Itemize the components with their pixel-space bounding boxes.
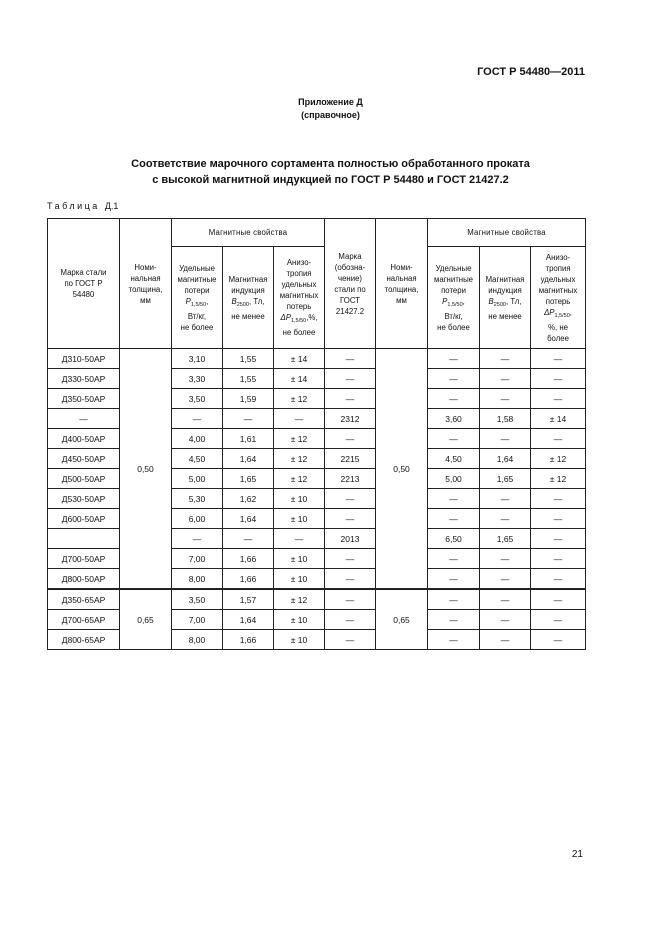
header-mark-gost-21427: Марка (обозна- чение) стали по ГОСТ 21427.2 bbox=[325, 219, 376, 349]
mark-cell: Д450-50АР bbox=[48, 449, 120, 469]
mark-cell: Д350-65АР bbox=[48, 589, 120, 610]
mark-21427-cell: — bbox=[325, 349, 376, 369]
anisotropy-cell-right: — bbox=[531, 369, 586, 389]
header-mark-gost-r-54480: Марка стали по ГОСТ Р 54480 bbox=[48, 219, 120, 349]
anisotropy-cell: ± 12 bbox=[274, 389, 325, 409]
anisotropy-cell-right: — bbox=[531, 549, 586, 569]
induction-cell: 1,62 bbox=[223, 489, 274, 509]
anisotropy-cell: — bbox=[274, 409, 325, 429]
induction-cell-right: 1,65 bbox=[480, 469, 531, 489]
thickness-cell-right: 0,50 bbox=[376, 349, 428, 590]
loss-cell-right: — bbox=[428, 349, 480, 369]
induction-cell: 1,66 bbox=[223, 630, 274, 650]
table-label-prefix: Таблица bbox=[47, 201, 100, 211]
loss-cell-right: — bbox=[428, 369, 480, 389]
mark-cell: Д600-50АР bbox=[48, 509, 120, 529]
loss-cell: 8,00 bbox=[172, 630, 223, 650]
loss-cell: — bbox=[172, 409, 223, 429]
induction-cell-right: — bbox=[480, 369, 531, 389]
standard-code: ГОСТ Р 54480—2011 bbox=[477, 66, 585, 78]
loss-cell-right: — bbox=[428, 509, 480, 529]
mark-cell: Д330-50АР bbox=[48, 369, 120, 389]
mark-cell bbox=[48, 529, 120, 549]
header-induction-right: Магнитная индукция $B_{2500}$, Тл, не менее bbox=[480, 247, 531, 349]
induction-cell: 1,64 bbox=[223, 449, 274, 469]
induction-cell: 1,64 bbox=[223, 509, 274, 529]
table-row bbox=[48, 349, 586, 369]
page-number: 21 bbox=[571, 849, 583, 860]
induction-cell-right: — bbox=[480, 610, 531, 630]
anisotropy-cell: ± 14 bbox=[274, 369, 325, 389]
anisotropy-cell-right: — bbox=[531, 589, 586, 610]
induction-cell: 1,55 bbox=[223, 369, 274, 389]
loss-cell-right: 4,50 bbox=[428, 449, 480, 469]
mark-cell: Д310-50АР bbox=[48, 349, 120, 369]
anisotropy-cell: ± 10 bbox=[274, 509, 325, 529]
anisotropy-cell-right: — bbox=[531, 489, 586, 509]
loss-cell: 7,00 bbox=[172, 610, 223, 630]
anisotropy-cell: ± 10 bbox=[274, 489, 325, 509]
induction-cell-right: — bbox=[480, 589, 531, 610]
loss-cell-right: 5,00 bbox=[428, 469, 480, 489]
induction-cell-right: — bbox=[480, 509, 531, 529]
mark-21427-cell: — bbox=[325, 589, 376, 610]
induction-cell: 1,57 bbox=[223, 589, 274, 610]
header-magnetic-properties-left: Магнитные свойства bbox=[172, 219, 325, 247]
mark-cell: Д350-50АР bbox=[48, 389, 120, 409]
header-induction-left: Магнитная индукция $B_{2500}$, Тл, не менее bbox=[223, 247, 274, 349]
induction-cell-right: — bbox=[480, 349, 531, 369]
anisotropy-cell-right: — bbox=[531, 630, 586, 650]
loss-cell-right: — bbox=[428, 389, 480, 409]
mark-cell: Д530-50АР bbox=[48, 489, 120, 509]
loss-cell-right: — bbox=[428, 429, 480, 449]
appendix-subtitle: (справочное) bbox=[301, 110, 360, 120]
induction-cell: 1,61 bbox=[223, 429, 274, 449]
anisotropy-cell-right: — bbox=[531, 349, 586, 369]
thickness-cell-left: 0,50 bbox=[120, 349, 172, 590]
anisotropy-cell: ± 10 bbox=[274, 569, 325, 590]
induction-cell: 1,55 bbox=[223, 349, 274, 369]
loss-cell-right: — bbox=[428, 549, 480, 569]
document-title-line-1: Соответствие марочного сортамента полностью обработанного проката bbox=[131, 158, 530, 170]
table-label bbox=[47, 201, 118, 211]
induction-cell-right: — bbox=[480, 429, 531, 449]
mark-21427-cell: — bbox=[325, 509, 376, 529]
anisotropy-cell: ± 12 bbox=[274, 449, 325, 469]
anisotropy-cell-right: ± 14 bbox=[531, 409, 586, 429]
loss-cell: 7,00 bbox=[172, 549, 223, 569]
correspondence-table bbox=[47, 218, 586, 650]
loss-cell-right: — bbox=[428, 569, 480, 590]
loss-cell-right: — bbox=[428, 610, 480, 630]
mark-21427-cell: — bbox=[325, 569, 376, 590]
induction-cell-right: — bbox=[480, 549, 531, 569]
mark-21427-cell: — bbox=[325, 549, 376, 569]
loss-cell-right: 3,60 bbox=[428, 409, 480, 429]
loss-cell: — bbox=[172, 529, 223, 549]
induction-cell-right: — bbox=[480, 489, 531, 509]
anisotropy-cell: — bbox=[274, 529, 325, 549]
loss-cell: 3,50 bbox=[172, 389, 223, 409]
anisotropy-cell: ± 12 bbox=[274, 429, 325, 449]
induction-cell: — bbox=[223, 529, 274, 549]
table-row bbox=[48, 589, 586, 610]
mark-cell: Д500-50АР bbox=[48, 469, 120, 489]
anisotropy-cell: ± 10 bbox=[274, 549, 325, 569]
mark-cell: Д800-65АР bbox=[48, 630, 120, 650]
loss-cell: 8,00 bbox=[172, 569, 223, 590]
mark-cell: Д400-50АР bbox=[48, 429, 120, 449]
induction-cell-right: — bbox=[480, 569, 531, 590]
induction-cell: 1,66 bbox=[223, 569, 274, 590]
mark-21427-cell: — bbox=[325, 610, 376, 630]
mark-21427-cell: — bbox=[325, 429, 376, 449]
anisotropy-cell-right: — bbox=[531, 610, 586, 630]
loss-cell-right: — bbox=[428, 489, 480, 509]
loss-cell: 3,10 bbox=[172, 349, 223, 369]
table-label-number: Д.1 bbox=[104, 201, 119, 211]
header-thickness-left: Номи- нальная толщина, мм bbox=[120, 219, 172, 349]
loss-cell: 4,00 bbox=[172, 429, 223, 449]
anisotropy-cell: ± 12 bbox=[274, 589, 325, 610]
mark-21427-cell: 2215 bbox=[325, 449, 376, 469]
anisotropy-cell: ± 10 bbox=[274, 610, 325, 630]
induction-cell-right: 1,58 bbox=[480, 409, 531, 429]
mark-21427-cell: 2213 bbox=[325, 469, 376, 489]
anisotropy-cell: ± 14 bbox=[274, 349, 325, 369]
anisotropy-cell-right: — bbox=[531, 429, 586, 449]
document-title-line-2: с высокой магнитной индукцией по ГОСТ Р 54480 и ГОСТ 21427.2 bbox=[152, 174, 509, 186]
induction-cell: — bbox=[223, 409, 274, 429]
anisotropy-cell-right: — bbox=[531, 389, 586, 409]
induction-cell: 1,66 bbox=[223, 549, 274, 569]
induction-cell-right: 1,64 bbox=[480, 449, 531, 469]
mark-cell: Д700-65АР bbox=[48, 610, 120, 630]
header-anisotropy-left: Анизо- тропия удельных магнитных потерь $\Delta P_{1,5/50},\%$, не более bbox=[274, 247, 325, 349]
anisotropy-cell-right: — bbox=[531, 509, 586, 529]
mark-cell: Д700-50АР bbox=[48, 549, 120, 569]
induction-cell-right: 1,65 bbox=[480, 529, 531, 549]
induction-cell-right: — bbox=[480, 630, 531, 650]
appendix-heading bbox=[0, 96, 661, 122]
mark-21427-cell: — bbox=[325, 630, 376, 650]
header-specific-loss-right: Удельные магнитные потери $P_{1,5/50}$, Вт/кг, не более bbox=[428, 247, 480, 349]
anisotropy-cell: ± 10 bbox=[274, 630, 325, 650]
anisotropy-cell-right: — bbox=[531, 529, 586, 549]
loss-cell-right: 6,50 bbox=[428, 529, 480, 549]
thickness-cell-right: 0,65 bbox=[376, 589, 428, 650]
anisotropy-cell-right: ± 12 bbox=[531, 469, 586, 489]
anisotropy-cell: ± 12 bbox=[274, 469, 325, 489]
induction-cell: 1,64 bbox=[223, 610, 274, 630]
mark-21427-cell: 2312 bbox=[325, 409, 376, 429]
mark-21427-cell: — bbox=[325, 369, 376, 389]
loss-cell: 6,00 bbox=[172, 509, 223, 529]
induction-cell: 1,65 bbox=[223, 469, 274, 489]
appendix-title: Приложение Д bbox=[298, 97, 363, 107]
induction-cell-right: — bbox=[480, 389, 531, 409]
loss-cell: 3,50 bbox=[172, 589, 223, 610]
mark-cell: — bbox=[48, 409, 120, 429]
header-anisotropy-right: Анизо- тропия удельных магнитных потерь $\Delta P_{1,5/50}$, %, не более bbox=[531, 247, 586, 349]
loss-cell: 5,00 bbox=[172, 469, 223, 489]
mark-cell: Д800-50АР bbox=[48, 569, 120, 590]
header-specific-loss-left: Удельные магнитные потери $P_{1,5/50}$, Вт/кг, не более bbox=[172, 247, 223, 349]
header-thickness-right: Номи- нальная толщина, мм bbox=[376, 219, 428, 349]
document-title bbox=[0, 156, 661, 188]
anisotropy-cell-right: — bbox=[531, 569, 586, 590]
loss-cell-right: — bbox=[428, 630, 480, 650]
anisotropy-cell-right: ± 12 bbox=[531, 449, 586, 469]
induction-cell: 1,59 bbox=[223, 389, 274, 409]
header-magnetic-properties-right: Магнитные свойства bbox=[428, 219, 586, 247]
mark-21427-cell: — bbox=[325, 489, 376, 509]
loss-cell: 5,30 bbox=[172, 489, 223, 509]
loss-cell: 3,30 bbox=[172, 369, 223, 389]
loss-cell: 4,50 bbox=[172, 449, 223, 469]
mark-21427-cell: — bbox=[325, 389, 376, 409]
thickness-cell-left: 0,65 bbox=[120, 589, 172, 650]
mark-21427-cell: 2013 bbox=[325, 529, 376, 549]
loss-cell-right: — bbox=[428, 589, 480, 610]
